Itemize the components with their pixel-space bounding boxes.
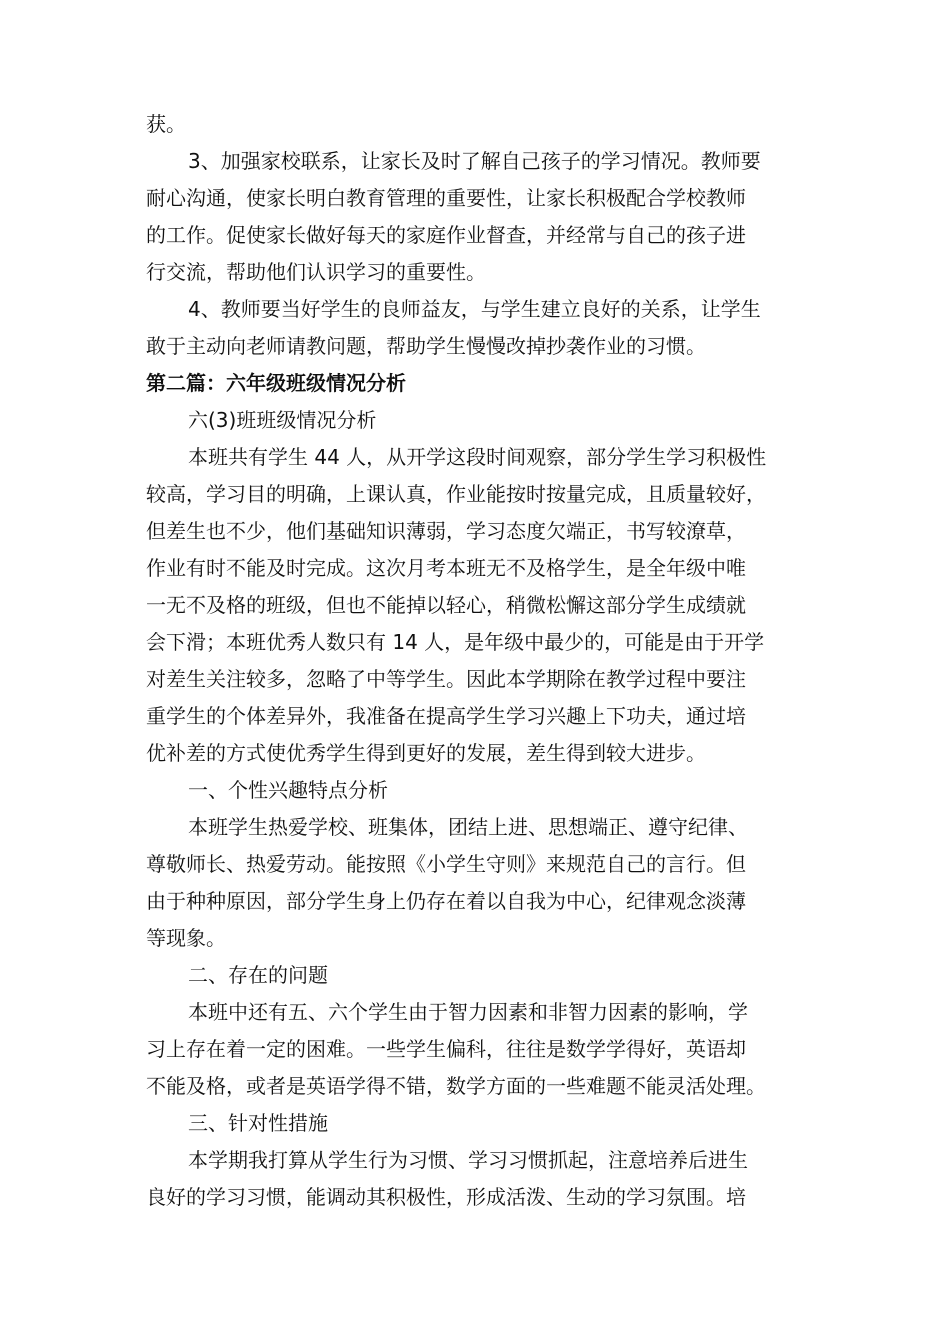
heading-problems: 二、存在的问题 <box>188 963 328 987</box>
text-line: 会下滑；本班优秀人数只有 14 人，是年级中最少的，可能是由于开学 <box>146 630 765 654</box>
subtitle: 六(3)班班级情况分析 <box>188 408 377 432</box>
text-line: 一无不及格的班级，但也不能掉以轻心，稍微松懈这部分学生成绩就 <box>146 593 746 617</box>
document-page <box>146 106 816 1216</box>
text-line: 由于种种原因，部分学生身上仍存在着以自我为中心，纪律观念淡薄 <box>146 889 746 913</box>
heading-personality: 一、个性兴趣特点分析 <box>188 778 388 802</box>
text-line: 3、加强家校联系，让家长及时了解自己孩子的学习情况。教师要 <box>188 149 761 173</box>
paragraph-problems <box>146 994 816 1105</box>
section-title: 第二篇：六年级班级情况分析 <box>146 371 406 395</box>
paragraph-personality <box>146 809 816 957</box>
paragraph-intro <box>146 439 816 772</box>
paragraph-item-4 <box>146 291 816 365</box>
text-line: 重学生的个体差异外，我准备在提高学生学习兴趣上下功夫，通过培 <box>146 704 746 728</box>
paragraph-item-3 <box>146 143 816 291</box>
text-line: 本班学生热爱学校、班集体，团结上进、思想端正、遵守纪律、 <box>188 815 748 839</box>
paragraph-continuation <box>146 106 816 143</box>
heading-measures: 三、针对性措施 <box>188 1111 328 1135</box>
text-line: 对差生关注较多，忽略了中等学生。因此本学期除在教学过程中要注 <box>146 667 746 691</box>
text-line: 的工作。促使家长做好每天的家庭作业督查，并经常与自己的孩子进 <box>146 223 746 247</box>
text-line: 本学期我打算从学生行为习惯、学习习惯抓起，注意培养后进生 <box>188 1148 748 1172</box>
text-line: 不能及格，或者是英语学得不错，数学方面的一些难题不能灵活处理。 <box>146 1074 766 1098</box>
text-line: 作业有时不能及时完成。这次月考本班无不及格学生，是全年级中唯 <box>146 556 746 580</box>
text-line: 尊敬师长、热爱劳动。能按照《小学生守则》来规范自己的言行。但 <box>146 852 746 876</box>
text-line: 本班共有学生 44 人，从开学这段时间观察，部分学生学习积极性 <box>188 445 767 469</box>
text-line: 行交流，帮助他们认识学习的重要性。 <box>146 260 486 284</box>
text-line: 良好的学习习惯，能调动其积极性，形成活泼、生动的学习氛围。培 <box>146 1185 746 1209</box>
text-line: 敢于主动向老师请教问题，帮助学生慢慢改掉抄袭作业的习惯。 <box>146 334 706 358</box>
text-line: 本班中还有五、六个学生由于智力因素和非智力因素的影响，学 <box>188 1000 748 1024</box>
text-line: 耐心沟通，使家长明白教育管理的重要性，让家长积极配合学校教师 <box>146 186 746 210</box>
text-line: 等现象。 <box>146 926 226 950</box>
text-line: 习上存在着一定的困难。一些学生偏科，往往是数学学得好，英语却 <box>146 1037 746 1061</box>
text-line: 优补差的方式使优秀学生得到更好的发展，差生得到较大进步。 <box>146 741 706 765</box>
text-line: 4、教师要当好学生的良师益友，与学生建立良好的关系，让学生 <box>188 297 761 321</box>
text-line: 较高，学习目的明确，上课认真，作业能按时按量完成，且质量较好， <box>146 482 766 506</box>
paragraph-measures <box>146 1142 816 1216</box>
text-line: 但差生也不少，他们基础知识薄弱，学习态度欠端正，书写较潦草， <box>146 519 746 543</box>
text-line: 获。 <box>146 112 186 136</box>
